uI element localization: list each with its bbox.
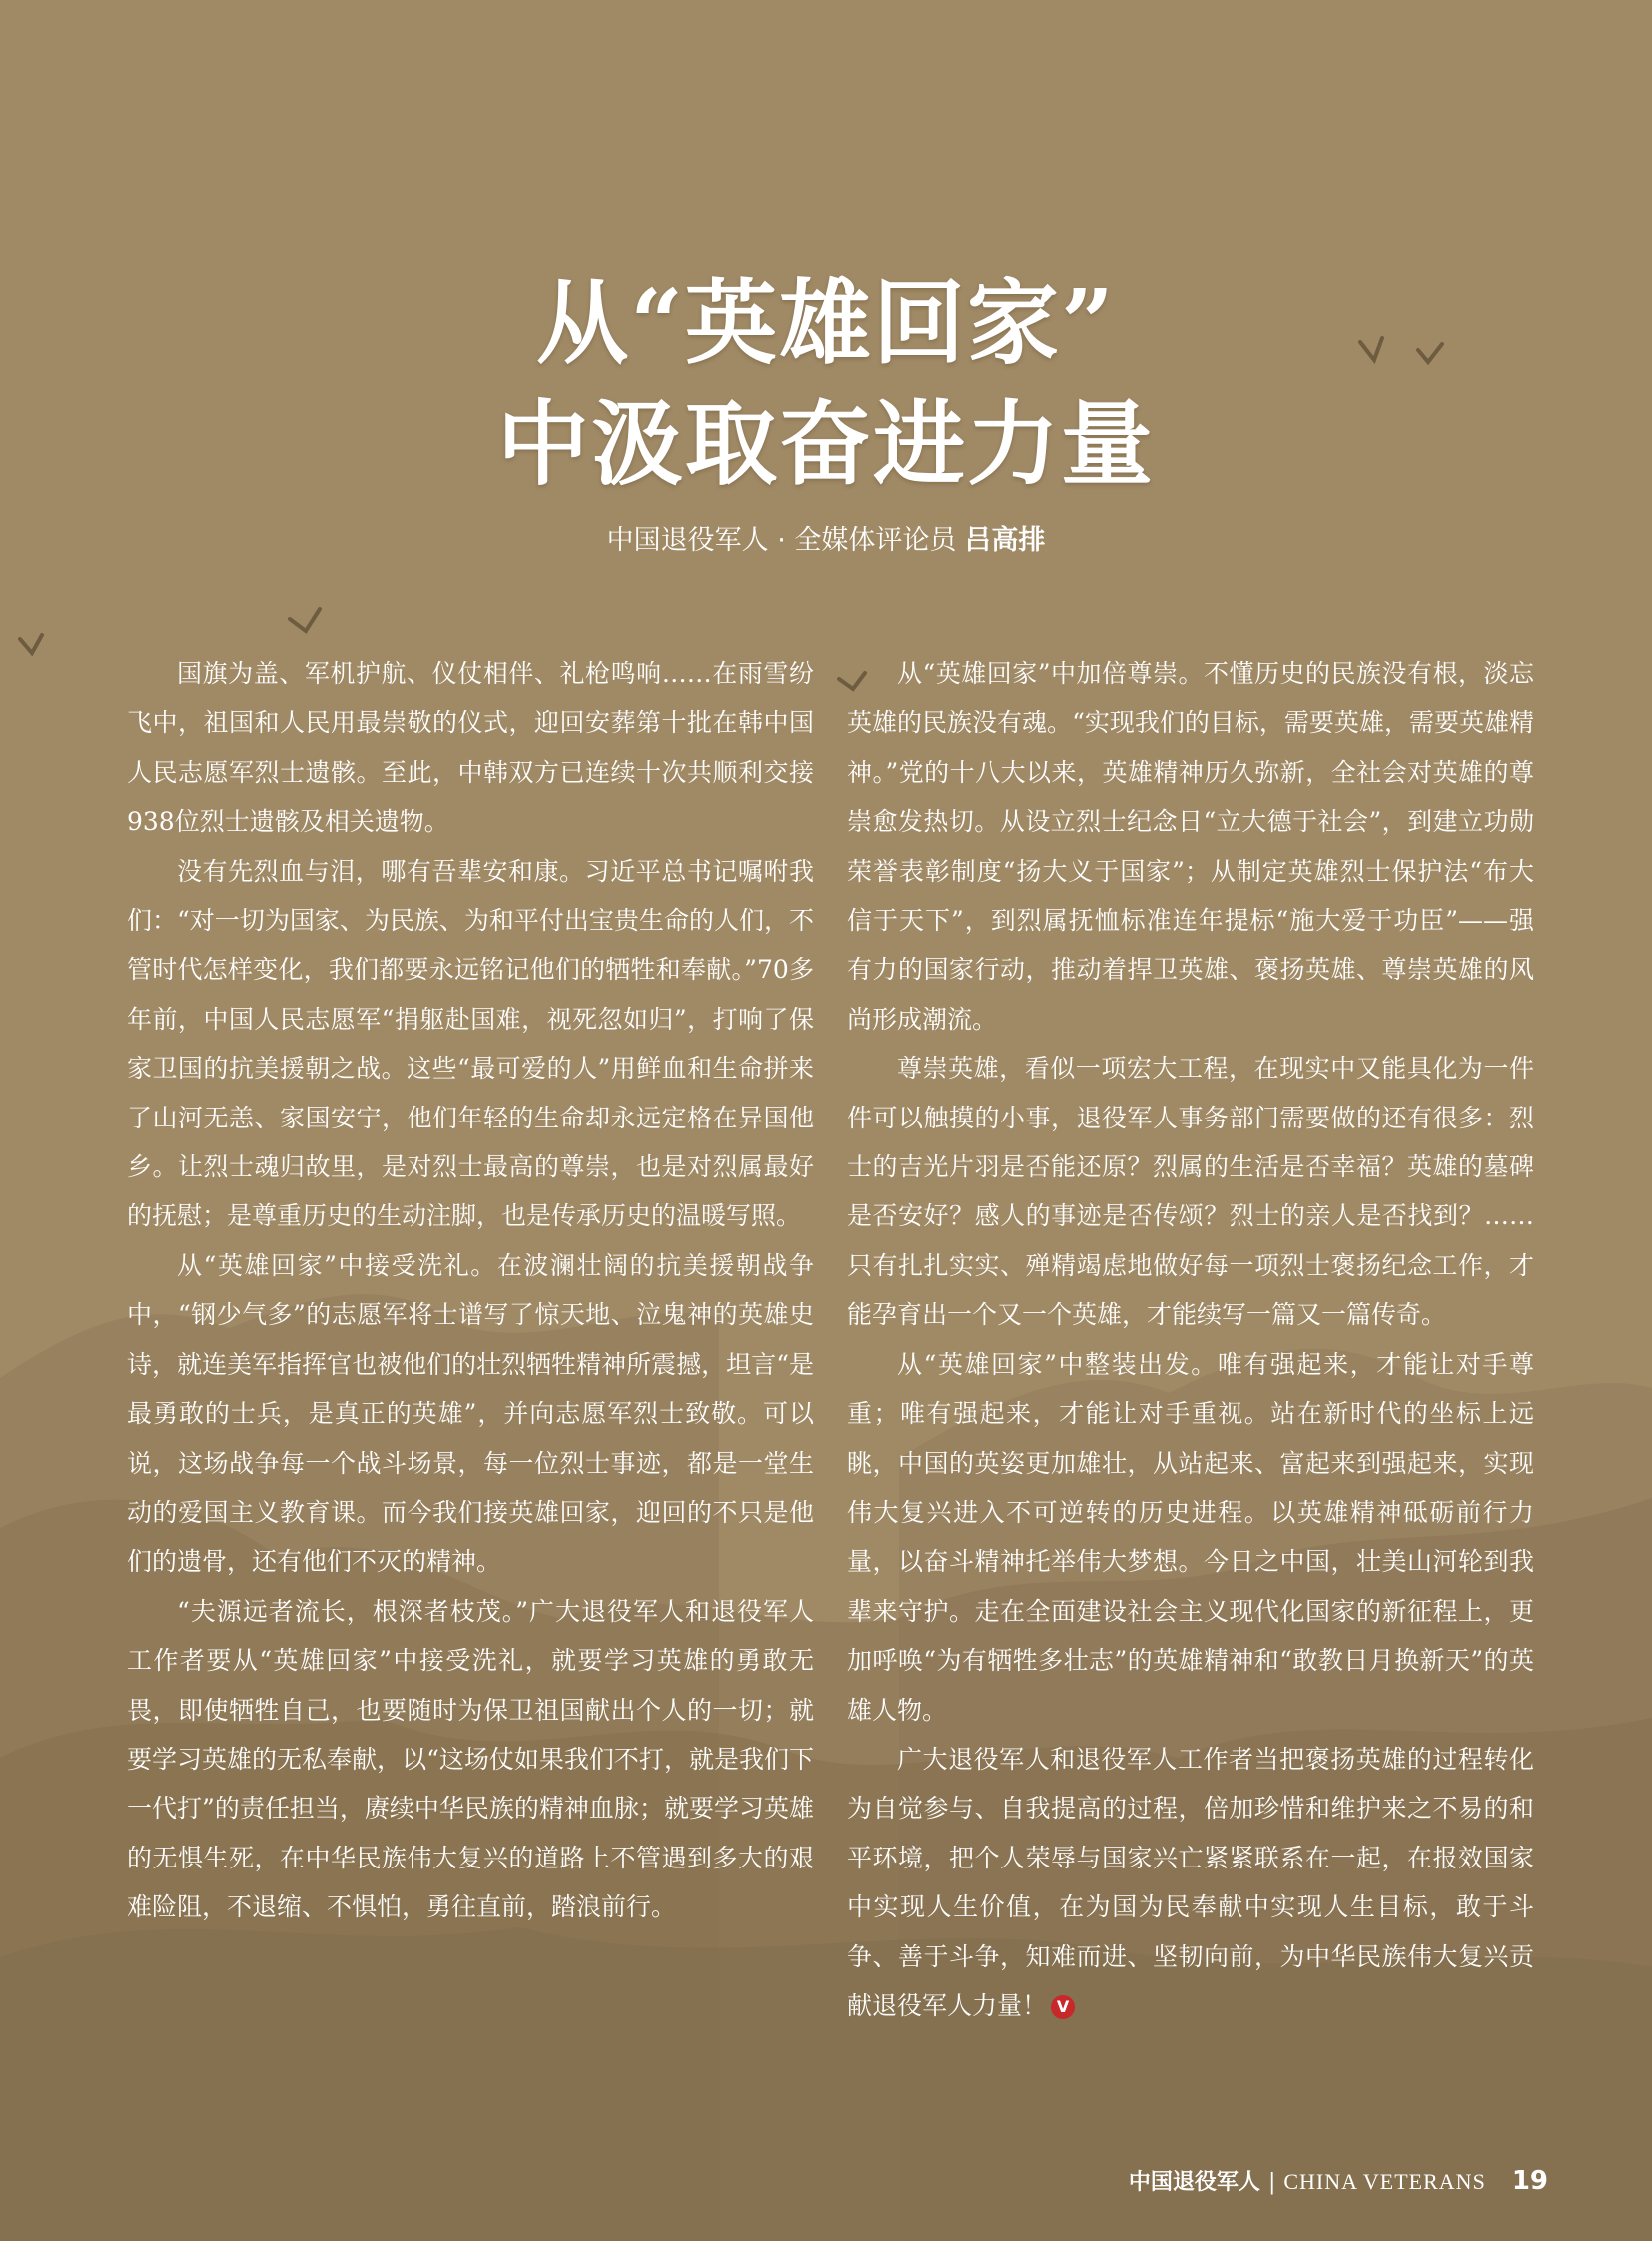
- paragraph: 从“英雄回家”中接受洗礼。在波澜壮阔的抗美援朝战争中，“钢少气多”的志愿军将士谱写了惊天地、泣鬼神的英雄史诗，就连美军指挥官也被他们的壮烈牺牲精神所震撼，坦言“是最勇敢的士兵，是真正的英雄”，并向志愿军烈士致敬。可以说，这场战争每一个战斗场景，每一位烈士事迹，都是一堂生动的爱国主义教育课。而今我们接英雄回家，迎回的不只是他们的遗骨，还有他们不灭的精神。: [127, 1250, 814, 1577]
- paragraph-last: [847, 1735, 1534, 2030]
- paragraph: 从“英雄回家”中加倍尊崇。不懂历史的民族没有根，淡忘英雄的民族没有魂。“实现我们的目标，需要英雄，需要英雄精神。”党的十八大以来，英雄精神历久弥新，全社会对英雄的尊崇愈发热切。从设立烈士纪念日“立大德于社会”，到建立功勋荣誉表彰制度“扬大义于国家”；从制定英雄烈士保护法“布大信于天下”，到烈属抚恤标准连年提标“施大爱于功臣”——强有力的国家行动，推动着捍卫英雄、褒扬英雄、尊崇英雄的风尚形成潮流。: [847, 659, 1534, 1034]
- paragraph-text: 广大退役军人和退役军人工作者当把褒扬英雄的过程转化为自觉参与、自我提高的过程，倍加珍惜和维护来之不易的和平环境，把个人荣辱与国家兴亡紧紧联系在一起，在报效国家中实现人生价值，在为国为民奉献中实现人生目标，敢于斗争、善于斗争，知难而进、坚韧向前，为中华民族伟大复兴贡献退役军人力量！: [847, 1744, 1534, 2020]
- paragraph: 尊崇英雄，看似一项宏大工程，在现实中又能具化为一件件可以触摸的小事，退役军人事务部门需要做的还有很多：烈士的吉光片羽是否能还原？烈属的生活是否幸福？英雄的墓碑是否安好？感人的事迹是否传颂？烈士的亲人是否找到？……只有扎扎实实、殚精竭虑地做好每一项烈士褒扬纪念工作，才能孕育出一个又一个英雄，才能续写一篇又一篇传奇。: [847, 1054, 1534, 1330]
- paragraph: “夫源远者流长，根深者枝茂。”广大退役军人和退役军人工作者要从“英雄回家”中接受洗礼，就要学习英雄的勇敢无畏，即使牺牲自己，也要随时为保卫祖国献出个人的一切；就要学习英雄的无私奉献，以“这场仗如果我们不打，就是我们下一代打”的责任担当，赓续中华民族的精神血脉；就要学习英雄的无惧生死，在中华民族伟大复兴的道路上不管遇到多大的艰难险阻，不退缩、不惧怕，勇往直前，踏浪前行。: [127, 1596, 814, 1922]
- article-title-line2: 中汲取奋进力量: [496, 390, 1155, 498]
- byline-org: 中国退役军人 · 全媒体评论员: [606, 525, 957, 556]
- byline: [0, 518, 1652, 557]
- article-column-right: [847, 649, 1534, 2030]
- page-number: 19: [1511, 2166, 1548, 2196]
- footer-magazine-name: 中国退役军人: [1128, 2170, 1260, 2195]
- footer-separator: |: [1267, 2170, 1276, 2195]
- byline-author: 吕高排: [964, 525, 1046, 556]
- page-footer: [1129, 2165, 1548, 2196]
- article-column-left: [127, 649, 814, 1932]
- article-title-line1: 从“英雄回家”: [536, 269, 1116, 376]
- paragraph: 国旗为盖、军机护航、仪仗相伴、礼枪鸣响……在雨雪纷飞中，祖国和人民用最崇敬的仪式，迎回安葬第十批在韩中国人民志愿军烈士遗骸。至此，中韩双方已连续十次共顺利交接938位烈士遗骸及相关遗物。: [127, 659, 814, 837]
- end-mark-icon: V: [1051, 1995, 1075, 2019]
- footer-magazine-name-en: CHINA VETERANS: [1283, 2169, 1486, 2194]
- paragraph: 从“英雄回家”中整装出发。唯有强起来，才能让对手尊重；唯有强起来，才能让对手重视。站在新时代的坐标上远眺，中国的英姿更加雄壮，从站起来、富起来到强起来，实现伟大复兴进入不可逆转的历史进程。以英雄精神砥砺前行力量，以奋斗精神托举伟大梦想。今日之中国，壮美山河轮到我辈来守护。走在全面建设社会主义现代化国家的新征程上，更加呼唤“为有牺牲多壮志”的英雄精神和“敢教日月换新天”的英雄人物。: [847, 1349, 1534, 1725]
- paragraph: 没有先烈血与泪，哪有吾辈安和康。习近平总书记嘱咐我们：“对一切为国家、为民族、为和平付出宝贵生命的人们，不管时代怎样变化，我们都要永远铭记他们的牺牲和奉献。”70多年前，中国人民志愿军“捐躯赴国难，视死忽如归”，打响了保家卫国的抗美援朝之战。这些“最可爱的人”用鲜血和生命拼来了山河无恙、家国安宁，他们年轻的生命却永远定格在异国他乡。让烈士魂归故里，是对烈士最高的尊崇，也是对烈属最好的抚慰；是尊重历史的生动注脚，也是传承历史的温暖写照。: [127, 856, 814, 1231]
